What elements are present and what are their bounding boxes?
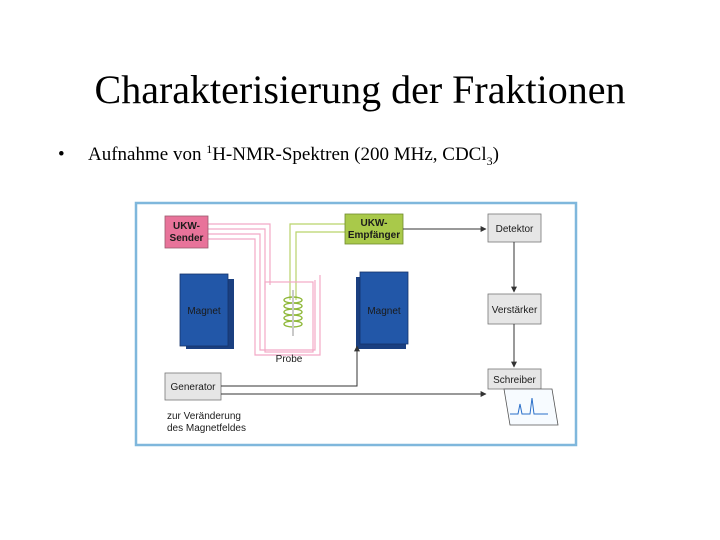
magnet-left bbox=[180, 274, 234, 349]
probe-label: Probe bbox=[275, 354, 303, 365]
caption-line2: des Magnetfeldes bbox=[167, 423, 246, 434]
bullet-superscript: 1 bbox=[206, 142, 213, 156]
recorder-label: Schreiber bbox=[493, 375, 536, 386]
detector-label: Detektor bbox=[495, 224, 534, 235]
generator-label: Generator bbox=[170, 382, 216, 393]
sender-label-line1: UKW- bbox=[172, 221, 201, 232]
magnet-right-label: Magnet bbox=[367, 306, 401, 317]
receiver-label-line1: UKW- bbox=[360, 218, 388, 229]
bullet-text-start: Aufnahme von bbox=[88, 144, 207, 165]
magnet-right bbox=[356, 272, 408, 349]
caption-line1: zur Veränderung bbox=[167, 411, 241, 422]
amplifier-label: Verstärker bbox=[491, 305, 538, 316]
bullet-subscript: 3 bbox=[486, 154, 493, 168]
bullet-text-end: ) bbox=[492, 144, 499, 165]
sender-label-line2: Sender bbox=[169, 233, 204, 244]
bullet-text-middle: H-NMR-Spektren (200 MHz, CDCl bbox=[212, 144, 487, 165]
spectrum-paper-icon bbox=[504, 389, 558, 425]
slide-title: Charakterisierung der Fraktionen bbox=[94, 67, 626, 112]
magnet-left-label: Magnet bbox=[187, 306, 221, 317]
receiver-label-line2: Empfänger bbox=[347, 230, 401, 241]
bullet-marker: • bbox=[58, 144, 65, 165]
